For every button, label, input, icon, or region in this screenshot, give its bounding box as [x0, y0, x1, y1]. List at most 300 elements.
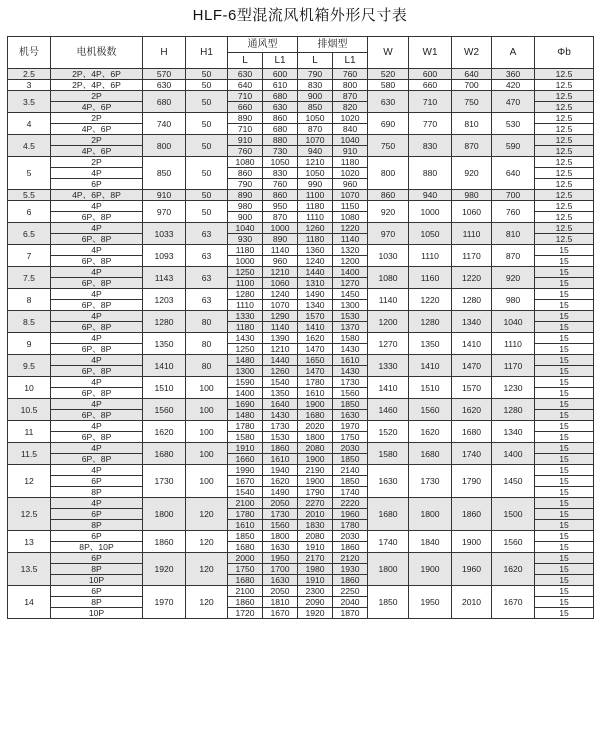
table-row — [8, 201, 594, 212]
h1-cell: 120 — [186, 553, 228, 586]
vent-l-cell: 1480 — [228, 410, 263, 421]
smoke-l-cell: 1610 — [298, 388, 333, 399]
smoke-l-cell: 1490 — [298, 289, 333, 300]
table-row — [8, 399, 594, 410]
phi-b-cell: 15 — [535, 597, 594, 608]
table-row — [8, 190, 594, 201]
smoke-l-cell: 850 — [298, 102, 333, 113]
a-cell: 870 — [492, 245, 535, 267]
phi-b-cell: 15 — [535, 498, 594, 509]
w2-cell: 980 — [452, 190, 492, 201]
vent-l1-cell: 890 — [263, 234, 298, 245]
w1-cell: 660 — [409, 80, 452, 91]
table-row — [8, 443, 594, 454]
w-cell: 1330 — [368, 355, 409, 377]
vent-l-cell: 1850 — [228, 531, 263, 542]
header-vent-l: L — [228, 53, 263, 69]
machine-no-cell: 6.5 — [8, 223, 51, 245]
h1-cell: 50 — [186, 135, 228, 157]
vent-l-cell: 1080 — [228, 157, 263, 168]
motor-poles-cell: 4P — [51, 421, 143, 432]
phi-b-cell: 15 — [535, 377, 594, 388]
h1-cell: 80 — [186, 311, 228, 333]
header-smoke-l: L — [298, 53, 333, 69]
vent-l1-cell: 1140 — [263, 322, 298, 333]
smoke-l1-cell: 1560 — [333, 388, 368, 399]
smoke-l-cell: 1050 — [298, 113, 333, 124]
a-cell: 1340 — [492, 421, 535, 443]
w-cell: 1410 — [368, 377, 409, 399]
table-row — [8, 355, 594, 366]
smoke-l1-cell: 2030 — [333, 443, 368, 454]
vent-l1-cell: 1630 — [263, 575, 298, 586]
smoke-l-cell: 1210 — [298, 157, 333, 168]
phi-b-cell: 15 — [535, 509, 594, 520]
header-h1: H1 — [186, 37, 228, 69]
vent-l-cell: 1680 — [228, 575, 263, 586]
smoke-l-cell: 1790 — [298, 487, 333, 498]
motor-poles-cell: 6P、8P — [51, 388, 143, 399]
w2-cell: 1110 — [452, 223, 492, 245]
w-cell: 970 — [368, 223, 409, 245]
vent-l-cell: 980 — [228, 201, 263, 212]
motor-poles-cell: 8P — [51, 520, 143, 531]
smoke-l-cell: 1780 — [298, 377, 333, 388]
motor-poles-cell: 4P — [51, 311, 143, 322]
motor-poles-cell: 6P — [51, 179, 143, 190]
h-cell: 1093 — [143, 245, 186, 267]
motor-poles-cell: 4P — [51, 223, 143, 234]
w-cell: 1580 — [368, 443, 409, 465]
vent-l-cell: 1180 — [228, 322, 263, 333]
smoke-l-cell: 1410 — [298, 322, 333, 333]
machine-no-cell: 8.5 — [8, 311, 51, 333]
phi-b-cell: 15 — [535, 245, 594, 256]
vent-l-cell: 1910 — [228, 443, 263, 454]
w1-cell: 1800 — [409, 498, 452, 531]
vent-l-cell: 1690 — [228, 399, 263, 410]
h1-cell: 50 — [186, 157, 228, 190]
machine-no-cell: 2.5 — [8, 69, 51, 80]
motor-poles-cell: 4P — [51, 443, 143, 454]
motor-poles-cell: 4P — [51, 245, 143, 256]
h-cell: 1203 — [143, 289, 186, 311]
motor-poles-cell: 2P — [51, 157, 143, 168]
h-cell: 630 — [143, 80, 186, 91]
w2-cell: 1900 — [452, 531, 492, 553]
motor-poles-cell: 6P、8P — [51, 278, 143, 289]
w1-cell: 1410 — [409, 355, 452, 377]
h1-cell: 80 — [186, 333, 228, 355]
h-cell: 850 — [143, 157, 186, 190]
smoke-l1-cell: 1080 — [333, 212, 368, 223]
w-cell: 1030 — [368, 245, 409, 267]
header-w: W — [368, 37, 409, 69]
machine-no-cell: 4.5 — [8, 135, 51, 157]
machine-no-cell: 14 — [8, 586, 51, 619]
smoke-l1-cell: 1180 — [333, 157, 368, 168]
w1-cell: 1000 — [409, 201, 452, 223]
vent-l-cell: 1400 — [228, 388, 263, 399]
w2-cell: 750 — [452, 91, 492, 113]
machine-no-cell: 7 — [8, 245, 51, 267]
motor-poles-cell: 8P、10P — [51, 542, 143, 553]
motor-poles-cell: 4P — [51, 399, 143, 410]
smoke-l1-cell: 1530 — [333, 311, 368, 322]
w1-cell: 1950 — [409, 586, 452, 619]
smoke-l-cell: 1900 — [298, 476, 333, 487]
vent-l-cell: 760 — [228, 146, 263, 157]
vent-l1-cell: 880 — [263, 135, 298, 146]
w-cell: 1680 — [368, 498, 409, 531]
machine-no-cell: 4 — [8, 113, 51, 135]
phi-b-cell: 12.5 — [535, 135, 594, 146]
a-cell: 530 — [492, 113, 535, 135]
phi-b-cell: 15 — [535, 454, 594, 465]
w2-cell: 1470 — [452, 355, 492, 377]
vent-l-cell: 1610 — [228, 520, 263, 531]
machine-no-cell: 5.5 — [8, 190, 51, 201]
motor-poles-cell: 6P、8P — [51, 212, 143, 223]
vent-l1-cell: 830 — [263, 168, 298, 179]
phi-b-cell: 12.5 — [535, 234, 594, 245]
phi-b-cell: 12.5 — [535, 102, 594, 113]
header-h: H — [143, 37, 186, 69]
w1-cell: 1730 — [409, 465, 452, 498]
a-cell: 420 — [492, 80, 535, 91]
dimension-table — [7, 36, 594, 619]
h-cell: 1970 — [143, 586, 186, 619]
vent-l1-cell: 870 — [263, 212, 298, 223]
phi-b-cell: 12.5 — [535, 80, 594, 91]
w-cell: 1460 — [368, 399, 409, 421]
vent-l-cell: 1780 — [228, 509, 263, 520]
vent-l1-cell: 1430 — [263, 410, 298, 421]
w1-cell: 1560 — [409, 399, 452, 421]
a-cell: 1500 — [492, 498, 535, 531]
smoke-l1-cell: 1730 — [333, 377, 368, 388]
w-cell: 750 — [368, 135, 409, 157]
phi-b-cell: 12.5 — [535, 91, 594, 102]
phi-b-cell: 15 — [535, 300, 594, 311]
table-row — [8, 531, 594, 542]
vent-l1-cell: 1620 — [263, 476, 298, 487]
w-cell: 1080 — [368, 267, 409, 289]
header-w1: W1 — [409, 37, 452, 69]
h-cell: 570 — [143, 69, 186, 80]
motor-poles-cell: 4P — [51, 201, 143, 212]
smoke-l-cell: 870 — [298, 124, 333, 135]
table-row — [8, 135, 594, 146]
smoke-l-cell: 1050 — [298, 168, 333, 179]
w-cell: 1630 — [368, 465, 409, 498]
smoke-l-cell: 1470 — [298, 344, 333, 355]
vent-l1-cell: 600 — [263, 69, 298, 80]
smoke-l-cell: 1470 — [298, 366, 333, 377]
phi-b-cell: 15 — [535, 344, 594, 355]
vent-l1-cell: 1610 — [263, 454, 298, 465]
motor-poles-cell: 4P — [51, 168, 143, 179]
motor-poles-cell: 2P — [51, 135, 143, 146]
table-row — [8, 465, 594, 476]
vent-l1-cell: 1860 — [263, 443, 298, 454]
phi-b-cell: 12.5 — [535, 179, 594, 190]
phi-b-cell: 12.5 — [535, 190, 594, 201]
vent-l-cell: 1040 — [228, 223, 263, 234]
h-cell: 1680 — [143, 443, 186, 465]
w2-cell: 1410 — [452, 333, 492, 355]
smoke-l1-cell: 1300 — [333, 300, 368, 311]
smoke-l-cell: 2300 — [298, 586, 333, 597]
smoke-l-cell: 990 — [298, 179, 333, 190]
smoke-l-cell: 1910 — [298, 575, 333, 586]
smoke-l1-cell: 1040 — [333, 135, 368, 146]
vent-l1-cell: 860 — [263, 113, 298, 124]
vent-l-cell: 1250 — [228, 344, 263, 355]
a-cell: 1400 — [492, 443, 535, 465]
smoke-l1-cell: 1370 — [333, 322, 368, 333]
vent-l-cell: 1580 — [228, 432, 263, 443]
smoke-l1-cell: 910 — [333, 146, 368, 157]
phi-b-cell: 15 — [535, 267, 594, 278]
w1-cell: 1110 — [409, 245, 452, 267]
h-cell: 680 — [143, 91, 186, 113]
motor-poles-cell: 8P — [51, 564, 143, 575]
motor-poles-cell: 4P — [51, 377, 143, 388]
phi-b-cell: 12.5 — [535, 69, 594, 80]
phi-b-cell: 15 — [535, 564, 594, 575]
phi-b-cell: 15 — [535, 355, 594, 366]
phi-b-cell: 15 — [535, 388, 594, 399]
w1-cell: 1680 — [409, 443, 452, 465]
w-cell: 860 — [368, 190, 409, 201]
table-row — [8, 69, 594, 80]
table-row — [8, 586, 594, 597]
vent-l1-cell: 1670 — [263, 608, 298, 619]
h1-cell: 120 — [186, 586, 228, 619]
motor-poles-cell: 6P — [51, 553, 143, 564]
machine-no-cell: 11.5 — [8, 443, 51, 465]
h-cell: 1560 — [143, 399, 186, 421]
smoke-l1-cell: 1850 — [333, 454, 368, 465]
phi-b-cell: 15 — [535, 421, 594, 432]
motor-poles-cell: 2P — [51, 91, 143, 102]
smoke-l1-cell: 840 — [333, 124, 368, 135]
table-row — [8, 498, 594, 509]
smoke-l1-cell: 1930 — [333, 564, 368, 575]
smoke-l-cell: 1240 — [298, 256, 333, 267]
machine-no-cell: 3.5 — [8, 91, 51, 113]
header-ventilation-type: 通风型 — [228, 37, 298, 53]
table-row — [8, 289, 594, 300]
machine-no-cell: 10.5 — [8, 399, 51, 421]
w2-cell: 1170 — [452, 245, 492, 267]
motor-poles-cell: 4P、6P — [51, 102, 143, 113]
phi-b-cell: 15 — [535, 399, 594, 410]
w-cell: 520 — [368, 69, 409, 80]
w-cell: 1270 — [368, 333, 409, 355]
h1-cell: 80 — [186, 355, 228, 377]
table-row — [8, 377, 594, 388]
smoke-l1-cell: 870 — [333, 91, 368, 102]
smoke-l1-cell: 1200 — [333, 256, 368, 267]
smoke-l1-cell: 2030 — [333, 531, 368, 542]
smoke-l-cell: 2190 — [298, 465, 333, 476]
vent-l-cell: 710 — [228, 91, 263, 102]
vent-l1-cell: 1050 — [263, 157, 298, 168]
vent-l1-cell: 1640 — [263, 399, 298, 410]
smoke-l1-cell: 1020 — [333, 113, 368, 124]
w2-cell: 1220 — [452, 267, 492, 289]
a-cell: 470 — [492, 91, 535, 113]
machine-no-cell: 12.5 — [8, 498, 51, 531]
vent-l-cell: 1300 — [228, 366, 263, 377]
machine-no-cell: 13 — [8, 531, 51, 553]
phi-b-cell: 15 — [535, 465, 594, 476]
smoke-l1-cell: 1740 — [333, 487, 368, 498]
vent-l-cell: 930 — [228, 234, 263, 245]
w2-cell: 1960 — [452, 553, 492, 586]
header-smoke-exhaust-type: 排烟型 — [298, 37, 368, 53]
smoke-l-cell: 1650 — [298, 355, 333, 366]
h-cell: 1620 — [143, 421, 186, 443]
smoke-l1-cell: 1750 — [333, 432, 368, 443]
vent-l-cell: 1720 — [228, 608, 263, 619]
motor-poles-cell: 4P — [51, 333, 143, 344]
phi-b-cell: 15 — [535, 432, 594, 443]
phi-b-cell: 12.5 — [535, 113, 594, 124]
header-smoke-l1: L1 — [333, 53, 368, 69]
vent-l1-cell: 630 — [263, 102, 298, 113]
h1-cell: 100 — [186, 399, 228, 421]
h-cell: 1730 — [143, 465, 186, 498]
phi-b-cell: 15 — [535, 608, 594, 619]
motor-poles-cell: 4P、6P — [51, 146, 143, 157]
vent-l-cell: 1000 — [228, 256, 263, 267]
vent-l1-cell: 760 — [263, 179, 298, 190]
table-row — [8, 223, 594, 234]
motor-poles-cell: 6P — [51, 586, 143, 597]
header-vent-l1: L1 — [263, 53, 298, 69]
smoke-l1-cell: 1020 — [333, 168, 368, 179]
w2-cell: 1060 — [452, 201, 492, 223]
motor-poles-cell: 6P、8P — [51, 432, 143, 443]
vent-l-cell: 1250 — [228, 267, 263, 278]
smoke-l1-cell: 960 — [333, 179, 368, 190]
smoke-l-cell: 2020 — [298, 421, 333, 432]
vent-l-cell: 1750 — [228, 564, 263, 575]
w1-cell: 600 — [409, 69, 452, 80]
w2-cell: 1280 — [452, 289, 492, 311]
smoke-l-cell: 1440 — [298, 267, 333, 278]
w1-cell: 770 — [409, 113, 452, 135]
smoke-l-cell: 1180 — [298, 201, 333, 212]
phi-b-cell: 12.5 — [535, 168, 594, 179]
vent-l-cell: 1110 — [228, 300, 263, 311]
header-machine-no: 机号 — [8, 37, 51, 69]
w2-cell: 640 — [452, 69, 492, 80]
w1-cell: 940 — [409, 190, 452, 201]
machine-no-cell: 13.5 — [8, 553, 51, 586]
phi-b-cell: 15 — [535, 487, 594, 498]
vent-l1-cell: 610 — [263, 80, 298, 91]
smoke-l1-cell: 1860 — [333, 575, 368, 586]
motor-poles-cell: 6P、8P — [51, 344, 143, 355]
w1-cell: 1900 — [409, 553, 452, 586]
smoke-l-cell: 790 — [298, 69, 333, 80]
vent-l1-cell: 730 — [263, 146, 298, 157]
smoke-l1-cell: 1630 — [333, 410, 368, 421]
table-row — [8, 157, 594, 168]
smoke-l-cell: 1260 — [298, 223, 333, 234]
table-row — [8, 333, 594, 344]
h1-cell: 120 — [186, 531, 228, 553]
smoke-l-cell: 1900 — [298, 454, 333, 465]
vent-l-cell: 1990 — [228, 465, 263, 476]
smoke-l1-cell: 1610 — [333, 355, 368, 366]
smoke-l-cell: 2080 — [298, 531, 333, 542]
table-row — [8, 80, 594, 91]
smoke-l-cell: 1100 — [298, 190, 333, 201]
w2-cell: 1860 — [452, 498, 492, 531]
a-cell: 1110 — [492, 333, 535, 355]
smoke-l1-cell: 1850 — [333, 399, 368, 410]
h-cell: 1033 — [143, 223, 186, 245]
phi-b-cell: 12.5 — [535, 124, 594, 135]
h-cell: 1350 — [143, 333, 186, 355]
smoke-l1-cell: 1270 — [333, 278, 368, 289]
smoke-l-cell: 1800 — [298, 432, 333, 443]
h1-cell: 50 — [186, 80, 228, 91]
h-cell: 1510 — [143, 377, 186, 399]
phi-b-cell: 15 — [535, 322, 594, 333]
motor-poles-cell: 4P — [51, 465, 143, 476]
vent-l1-cell: 1530 — [263, 432, 298, 443]
motor-poles-cell: 6P — [51, 476, 143, 487]
w1-cell: 1220 — [409, 289, 452, 311]
h1-cell: 50 — [186, 113, 228, 135]
vent-l1-cell: 1210 — [263, 344, 298, 355]
w2-cell: 1340 — [452, 311, 492, 333]
h-cell: 910 — [143, 190, 186, 201]
smoke-l-cell: 1830 — [298, 520, 333, 531]
smoke-l1-cell: 2220 — [333, 498, 368, 509]
h-cell: 1920 — [143, 553, 186, 586]
a-cell: 1170 — [492, 355, 535, 377]
w-cell: 1800 — [368, 553, 409, 586]
machine-no-cell: 12 — [8, 465, 51, 498]
phi-b-cell: 15 — [535, 575, 594, 586]
motor-poles-cell: 4P — [51, 498, 143, 509]
vent-l-cell: 910 — [228, 135, 263, 146]
w1-cell: 1050 — [409, 223, 452, 245]
smoke-l-cell: 2170 — [298, 553, 333, 564]
vent-l1-cell: 1800 — [263, 531, 298, 542]
h1-cell: 100 — [186, 465, 228, 498]
a-cell: 1040 — [492, 311, 535, 333]
vent-l1-cell: 1350 — [263, 388, 298, 399]
smoke-l1-cell: 1850 — [333, 476, 368, 487]
machine-no-cell: 5 — [8, 157, 51, 190]
w2-cell: 810 — [452, 113, 492, 135]
vent-l1-cell: 1070 — [263, 300, 298, 311]
w-cell: 1850 — [368, 586, 409, 619]
h1-cell: 63 — [186, 245, 228, 267]
header-phi-b: Φb — [535, 37, 594, 69]
a-cell: 1230 — [492, 377, 535, 399]
a-cell: 760 — [492, 201, 535, 223]
motor-poles-cell: 4P、6P — [51, 124, 143, 135]
